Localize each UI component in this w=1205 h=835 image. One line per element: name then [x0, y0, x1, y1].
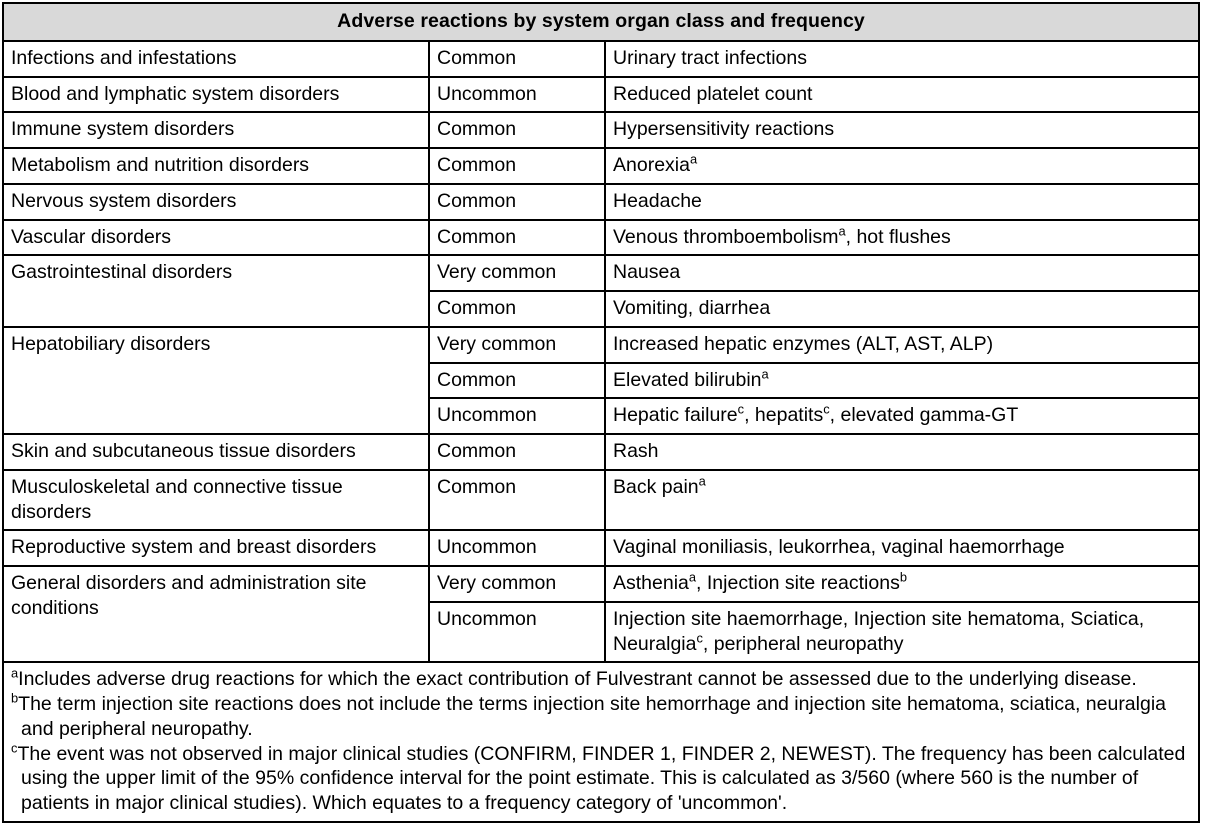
adverse-reaction-term-cell: [605, 327, 1199, 363]
adverse-reaction-term-cell: [605, 255, 1199, 291]
adverse-reaction-term-cell: [605, 602, 1199, 663]
adverse-reaction-term-cell: [605, 77, 1199, 113]
footnote-text: The term injection site reactions does not include the terms injection site hemorrhage and injection site hematoma, sciatica, neuralgia and peripheral neuropathy.: [18, 693, 1167, 740]
frequency-cell: Common: [429, 220, 605, 256]
system-organ-class-cell: Immune system disorders: [3, 112, 429, 148]
footnote-marker: c: [737, 401, 745, 417]
footnotes-cell: [3, 662, 1199, 822]
system-organ-class-cell: Gastrointestinal disorders: [3, 255, 429, 327]
table-row: [3, 41, 1199, 77]
table-row: [3, 255, 1199, 291]
table-row: [3, 434, 1199, 470]
frequency-cell: Uncommon: [429, 602, 605, 663]
term-text: Hypersensitivity reactions: [613, 118, 835, 141]
footnote-marker: c: [823, 401, 830, 417]
footnote-marker: a: [698, 473, 706, 489]
footnote-marker: a: [688, 569, 697, 585]
footnote-marker: b: [899, 569, 907, 585]
frequency-cell: Common: [429, 148, 605, 184]
frequency-cell: Common: [429, 434, 605, 470]
footnote-marker: b: [11, 690, 19, 706]
system-organ-class-cell: Metabolism and nutrition disorders: [3, 148, 429, 184]
term-text-trailing: , elevated gamma-GT: [829, 404, 1019, 427]
adverse-reaction-term-cell: [605, 112, 1199, 148]
table-row: [3, 566, 1199, 602]
adverse-reaction-term-cell: [605, 184, 1199, 220]
footnote-text: The event was not observed in major clinical studies (CONFIRM, FINDER 1, FINDER 2, NEWEST). The frequency has been calculated using the upper limit of the 95% confidence interval for the point estimate. This is calculated as 3/560 (where 560 is the number of patients in major clinical studies). Which equates to a frequency category of 'uncommon'.: [17, 742, 1186, 814]
adverse-reaction-term-cell: [605, 220, 1199, 256]
term-text: Elevated bilirubin: [613, 368, 762, 391]
term-text: Rash: [613, 440, 659, 462]
system-organ-class-cell: Skin and subcutaneous tissue disorders: [3, 434, 429, 470]
footnote: [11, 692, 1191, 742]
frequency-cell: Common: [429, 184, 605, 220]
adverse-reaction-term-cell: [605, 148, 1199, 184]
table-body: [3, 41, 1199, 663]
term-text: Reduced platelet count: [613, 82, 813, 105]
term-text: Nausea: [613, 261, 681, 284]
frequency-cell: Uncommon: [429, 77, 605, 113]
system-organ-class-cell: Reproductive system and breast disorders: [3, 530, 429, 566]
term-text: Vomiting, diarrhea: [613, 297, 771, 319]
footnote-marker: a: [689, 151, 698, 167]
system-organ-class-cell: Vascular disorders: [3, 220, 429, 256]
adverse-reaction-term-cell: [605, 398, 1199, 434]
system-organ-class-cell: General disorders and administration site conditions: [3, 566, 429, 662]
table-row: [3, 184, 1199, 220]
adverse-reaction-term-cell: [605, 291, 1199, 327]
term-text: Venous thromboembolism: [613, 225, 839, 248]
term-text: Increased hepatic enzymes (ALT, AST, ALP): [613, 332, 994, 355]
table-footer: [3, 662, 1199, 822]
table-row: [3, 77, 1199, 113]
table-title: Adverse reactions by system organ class and frequency: [3, 3, 1199, 41]
footnote-marker: a: [11, 665, 19, 681]
footnote: [11, 742, 1191, 816]
term-text: Vaginal moniliasis, leukorrhea, vaginal haemorrhage: [613, 536, 1065, 559]
term-text: Headache: [613, 189, 702, 212]
footnote-marker: a: [838, 223, 846, 238]
adverse-reaction-term-cell: [605, 363, 1199, 399]
term-text: Urinary tract infections: [613, 46, 807, 69]
table-title-row: [3, 3, 1199, 41]
adverse-reactions-table-page: [0, 2, 1205, 835]
adverse-reaction-term-cell: [605, 41, 1199, 77]
adverse-reaction-term-cell: [605, 566, 1199, 602]
adverse-reaction-term-cell: [605, 434, 1199, 470]
frequency-cell: Common: [429, 363, 605, 399]
footnote-text: Includes adverse drug reactions for which the exact contribution of Fulvestrant cannot be assessed due to the underlying disease.: [18, 668, 1137, 691]
footnote-marker: a: [761, 366, 769, 381]
term-text: Back pain: [613, 475, 699, 498]
term-text: Asthenia: [613, 572, 689, 594]
adverse-reactions-table: [2, 2, 1200, 823]
term-text-continued: , hepatits: [744, 404, 824, 427]
frequency-cell: Uncommon: [429, 398, 605, 434]
table-row: [3, 327, 1199, 363]
frequency-cell: Common: [429, 291, 605, 327]
system-organ-class-cell: Nervous system disorders: [3, 184, 429, 220]
footnotes-row: [3, 662, 1199, 822]
table-header: [3, 3, 1199, 41]
frequency-cell: Common: [429, 470, 605, 531]
table-row: [3, 470, 1199, 531]
system-organ-class-cell: Infections and infestations: [3, 41, 429, 77]
frequency-cell: Uncommon: [429, 530, 605, 566]
footnote-marker: c: [11, 740, 18, 755]
frequency-cell: Very common: [429, 566, 605, 602]
footnote-marker: c: [696, 630, 703, 645]
table-row: [3, 220, 1199, 256]
system-organ-class-cell: Hepatobiliary disorders: [3, 327, 429, 434]
system-organ-class-cell: Musculoskeletal and connective tissue disorders: [3, 470, 429, 531]
footnote: [11, 667, 1191, 692]
frequency-cell: Very common: [429, 327, 605, 363]
table-row: [3, 530, 1199, 566]
table-row: [3, 112, 1199, 148]
term-text: Injection site haemorrhage, Injection site hematoma, Sciatica, Neuralgia: [613, 607, 1145, 655]
term-text: Anorexia: [613, 154, 690, 176]
adverse-reaction-term-cell: [605, 470, 1199, 531]
frequency-cell: Common: [429, 41, 605, 77]
table-row: [3, 148, 1199, 184]
frequency-cell: Common: [429, 112, 605, 148]
adverse-reaction-term-cell: [605, 530, 1199, 566]
term-text-trailing: , hot flushes: [845, 225, 951, 248]
term-text-trailing: , peripheral neuropathy: [702, 632, 904, 655]
frequency-cell: Very common: [429, 255, 605, 291]
term-text-continued: , Injection site reactions: [696, 572, 900, 594]
system-organ-class-cell: Blood and lymphatic system disorders: [3, 77, 429, 113]
term-text: Hepatic failure: [613, 404, 738, 427]
